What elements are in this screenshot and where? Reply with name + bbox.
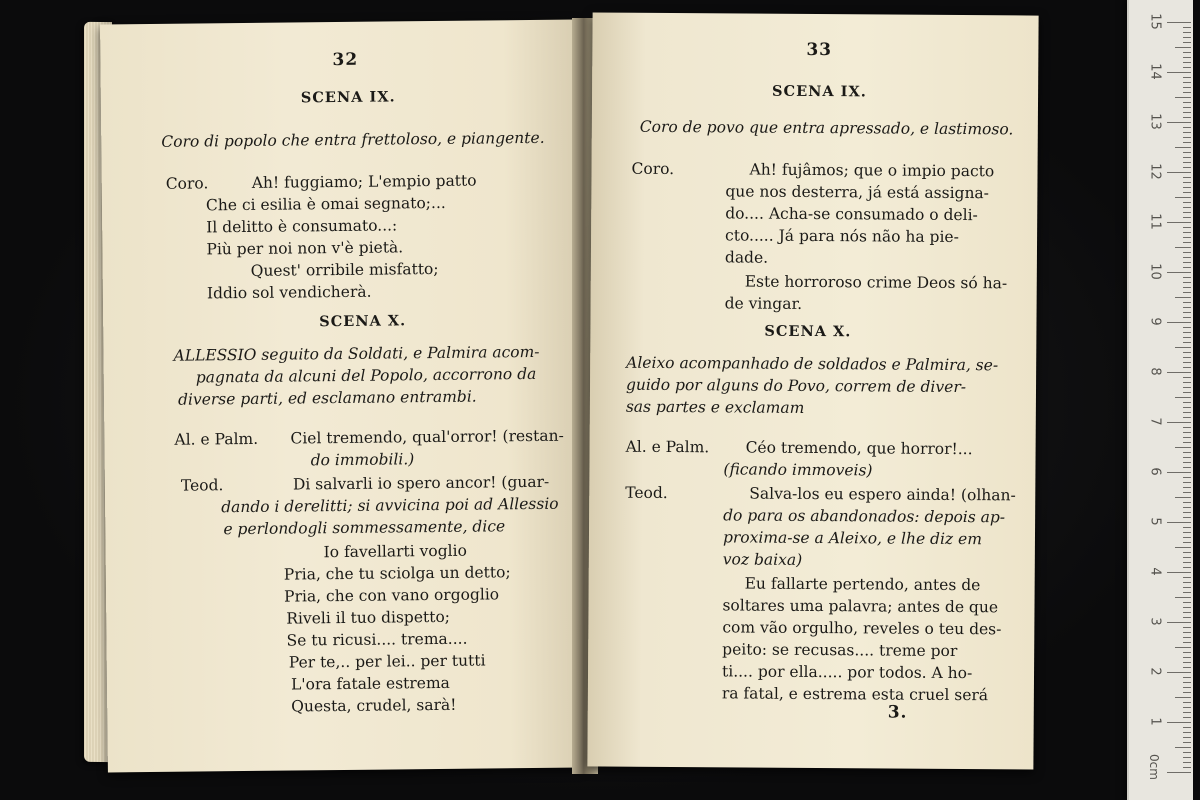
ruler-tick	[1183, 507, 1191, 508]
ruler-tick	[1175, 597, 1191, 598]
ruler-tick	[1183, 727, 1191, 728]
ruler-tick	[1183, 102, 1191, 103]
ruler-tick	[1183, 157, 1191, 158]
ruler-tick	[1183, 432, 1191, 433]
verse-line: Ah! fujâmos; que o impio pacto	[749, 160, 995, 181]
verse-line: do.... Acha-se consumado o deli-	[725, 204, 978, 225]
ruler-tick	[1175, 697, 1191, 698]
stage-direction-line: ALLESSIO seguito da Soldati, e Palmira acom-	[173, 342, 540, 365]
ruler-tick	[1183, 42, 1191, 43]
ruler-tick	[1183, 257, 1191, 258]
ruler-tick	[1183, 77, 1191, 78]
verse-line: Di salvarli io spero ancor! (guar-	[292, 472, 550, 494]
ruler-tick	[1183, 477, 1191, 478]
ruler-tick	[1183, 367, 1191, 368]
verse-line: Riveli il tuo dispetto;	[286, 607, 451, 628]
ruler-tick	[1183, 387, 1191, 388]
verse-line: Il delitto è consumato...:	[206, 216, 398, 237]
stage-direction-line: e perlondogli sommessamente, dice	[223, 517, 506, 539]
ruler-tick	[1183, 382, 1191, 383]
ruler-tick	[1183, 37, 1191, 38]
ruler-tick	[1167, 272, 1191, 273]
ruler-tick	[1175, 747, 1191, 748]
verse-line: soltares uma palavra; antes de que	[722, 596, 999, 617]
ruler-tick	[1183, 87, 1191, 88]
ruler-tick	[1183, 737, 1191, 738]
ruler-tick	[1183, 132, 1191, 133]
ruler-tick	[1183, 262, 1191, 263]
speaker-label: Coro.	[631, 159, 675, 179]
ruler-tick	[1183, 362, 1191, 363]
ruler-tick	[1183, 162, 1191, 163]
ruler-tick	[1183, 742, 1191, 743]
ruler-tick	[1183, 752, 1191, 753]
ruler-tick	[1167, 222, 1191, 223]
ruler-tick	[1175, 347, 1191, 348]
ruler-tick	[1183, 357, 1191, 358]
ruler-tick	[1183, 412, 1191, 413]
ruler-tick	[1183, 327, 1191, 328]
scene-heading: SCENA X.	[319, 312, 407, 331]
ruler-tick	[1183, 587, 1191, 588]
ruler-tick	[1183, 202, 1191, 203]
verse-line: Se tu ricusi.... trema....	[286, 629, 468, 650]
stage-direction-line: proxima-se a Aleixo, e lhe diz em	[722, 528, 982, 549]
ruler-tick	[1183, 557, 1191, 558]
speaker-label: Coro.	[165, 174, 209, 193]
ruler-tick	[1183, 137, 1191, 138]
ruler-tick	[1167, 122, 1191, 123]
verse-line: Quest' orribile misfatto;	[250, 259, 439, 280]
ruler-tick	[1183, 487, 1191, 488]
ruler-tick	[1183, 407, 1191, 408]
ruler-tick	[1183, 152, 1191, 153]
ruler-tick	[1183, 277, 1191, 278]
verse-line: Questa, crudel, sarà!	[291, 695, 457, 716]
verse-line: de vingar.	[724, 294, 803, 313]
verse-line: Este horroroso crime Deos só ha-	[744, 272, 1008, 293]
verse-line: que nos desterra, já está assigna-	[725, 182, 990, 203]
page-number: 33	[806, 39, 833, 61]
ruler-tick	[1183, 687, 1191, 688]
ruler-tick	[1183, 27, 1191, 28]
ruler-tick	[1183, 282, 1191, 283]
stage-direction-line: Aleixo acompanhado de soldados e Palmira, se-	[626, 353, 999, 375]
ruler-tick	[1183, 642, 1191, 643]
ruler-tick	[1183, 207, 1191, 208]
ruler-tick	[1183, 142, 1191, 143]
ruler-tick	[1183, 702, 1191, 703]
ruler-tick	[1183, 217, 1191, 218]
signature-mark: 3.	[887, 702, 908, 723]
ruler-tick	[1183, 252, 1191, 253]
ruler-tick	[1183, 107, 1191, 108]
ruler-tick	[1183, 237, 1191, 238]
ruler-tick	[1183, 127, 1191, 128]
speaker-label: Al. e Palm.	[174, 429, 259, 449]
ruler-tick	[1183, 352, 1191, 353]
ruler-tick	[1183, 482, 1191, 483]
verse-line: Per te,.. per lei.. per tutti	[288, 651, 486, 672]
scene-heading: SCENA IX.	[772, 82, 867, 101]
ruler-tick	[1183, 312, 1191, 313]
ruler-tick	[1183, 577, 1191, 578]
verse-line: Eu fallarte pertendo, antes de	[744, 574, 981, 595]
ruler-tick	[1167, 572, 1191, 573]
stage-direction-line: dando i derelitti; si avvicina poi ad Allessio	[221, 494, 559, 517]
ruler-tick	[1183, 377, 1191, 378]
ruler-tick	[1183, 552, 1191, 553]
ruler-tick	[1183, 502, 1191, 503]
ruler-tick	[1175, 497, 1191, 498]
ruler-tick	[1183, 417, 1191, 418]
ruler-tick	[1183, 442, 1191, 443]
ruler-tick	[1183, 692, 1191, 693]
ruler-tick	[1183, 567, 1191, 568]
ruler-tick	[1183, 667, 1191, 668]
ruler-tick	[1183, 457, 1191, 458]
ruler-tick	[1167, 22, 1191, 23]
verse-line: dade.	[724, 248, 769, 267]
speaker-label: Al. e Palm.	[625, 437, 710, 457]
stage-direction-line: guido por alguns do Povo, correm de diver-	[625, 375, 967, 397]
ruler-tick	[1183, 602, 1191, 603]
ruler-tick	[1183, 562, 1191, 563]
ruler-tick	[1183, 212, 1191, 213]
ruler-tick	[1183, 267, 1191, 268]
ruler-tick	[1183, 637, 1191, 638]
right-page	[587, 12, 1038, 769]
ruler-tick	[1175, 147, 1191, 148]
ruler-tick	[1167, 472, 1191, 473]
ruler-tick	[1183, 492, 1191, 493]
verse-line: ti.... por ella..... por todos. A ho-	[721, 662, 973, 683]
ruler-tick	[1167, 322, 1191, 323]
verse-line: Céo tremendo, que horror!...	[745, 438, 973, 459]
ruler-tick	[1183, 512, 1191, 513]
ruler-tick	[1183, 762, 1191, 763]
ruler-tick	[1175, 47, 1191, 48]
ruler-tick	[1183, 707, 1191, 708]
ruler-tick	[1167, 672, 1191, 673]
ruler-tick	[1183, 767, 1191, 768]
ruler-tick	[1167, 772, 1191, 773]
ruler-tick	[1183, 232, 1191, 233]
ruler-tick	[1183, 467, 1191, 468]
ruler-number: 8	[1147, 367, 1163, 376]
ruler-tick	[1183, 32, 1191, 33]
ruler-tick	[1175, 247, 1191, 248]
ruler-tick	[1183, 187, 1191, 188]
ruler-number: 4	[1147, 567, 1163, 576]
ruler-tick	[1167, 722, 1191, 723]
ruler-tick	[1167, 72, 1191, 73]
stage-direction-line: (ficando immoveis)	[723, 460, 873, 480]
ruler-tick	[1183, 342, 1191, 343]
scene-heading: SCENA IX.	[300, 88, 396, 107]
ruler-tick	[1183, 52, 1191, 53]
ruler-tick	[1183, 537, 1191, 538]
ruler-tick	[1183, 427, 1191, 428]
stage-direction-line: diverse parti, ed esclamano entrambi.	[177, 387, 477, 409]
ruler-tick	[1183, 392, 1191, 393]
ruler-tick	[1183, 662, 1191, 663]
verse-line: Salva-los eu espero ainda! (olhan-	[749, 484, 1016, 505]
speaker-label: Teod.	[180, 476, 224, 495]
verse-line: Più per noi non v'è pietà.	[206, 238, 404, 259]
verse-line: cto..... Já para nós não ha pie-	[725, 226, 959, 247]
ruler-tick	[1183, 462, 1191, 463]
ruler-number: 7	[1147, 417, 1163, 426]
stage-direction-line: Coro di popolo che entra frettoloso, e piangente.	[161, 128, 545, 151]
stage-direction-line: do immobili.)	[310, 450, 415, 470]
ruler-number: 5	[1147, 517, 1163, 526]
ruler-tick	[1183, 627, 1191, 628]
ruler-tick	[1183, 287, 1191, 288]
ruler-tick	[1183, 117, 1191, 118]
verse-line: Che ci esilia è omai segnato;...	[205, 193, 446, 215]
ruler-tick	[1183, 607, 1191, 608]
ruler-number: 3	[1147, 617, 1163, 626]
verse-line: com vão orgulho, reveles o teu des-	[722, 618, 1002, 639]
verse-line: Pria, che con vano orgoglio	[284, 585, 500, 606]
ruler-number: 6	[1147, 467, 1163, 476]
ruler-tick	[1183, 167, 1191, 168]
ruler-tick	[1175, 97, 1191, 98]
verse-line: Io favellarti voglio	[323, 541, 467, 562]
ruler-tick	[1175, 197, 1191, 198]
ruler-number: 2	[1147, 667, 1163, 676]
ruler-number: 14	[1147, 63, 1163, 80]
ruler-tick	[1183, 542, 1191, 543]
verse-line: ra fatal, e estrema esta cruel será	[721, 684, 989, 705]
ruler-tick	[1183, 452, 1191, 453]
ruler-tick	[1183, 192, 1191, 193]
ruler-tick	[1183, 242, 1191, 243]
ruler-number: 15	[1147, 13, 1163, 30]
ruler-tick	[1183, 732, 1191, 733]
ruler-unit-label: 0cm	[1147, 754, 1161, 780]
ruler-tick	[1183, 677, 1191, 678]
ruler-tick	[1167, 422, 1191, 423]
ruler-tick	[1175, 647, 1191, 648]
ruler-tick	[1183, 182, 1191, 183]
ruler-tick	[1183, 582, 1191, 583]
ruler-tick	[1183, 337, 1191, 338]
ruler-number: 9	[1147, 317, 1163, 326]
ruler-tick	[1183, 402, 1191, 403]
ruler-tick	[1183, 332, 1191, 333]
stage-direction-line: Coro de povo que entra apressado, e lastimoso.	[639, 117, 1014, 139]
ruler-tick	[1183, 532, 1191, 533]
verse-line: peito: se recusas.... treme por	[722, 640, 958, 661]
ruler-tick	[1175, 297, 1191, 298]
ruler-tick	[1183, 302, 1191, 303]
ruler-tick	[1183, 617, 1191, 618]
ruler-number: 13	[1147, 113, 1163, 130]
ruler-tick	[1175, 397, 1191, 398]
ruler-tick	[1183, 307, 1191, 308]
ruler-tick	[1183, 57, 1191, 58]
scene-heading: SCENA X.	[764, 322, 852, 341]
ruler-tick	[1183, 112, 1191, 113]
ruler-tick	[1183, 82, 1191, 83]
ruler-tick	[1167, 622, 1191, 623]
ruler-tick	[1183, 67, 1191, 68]
ruler-number: 11	[1147, 213, 1163, 230]
ruler-tick	[1183, 62, 1191, 63]
ruler-tick	[1183, 437, 1191, 438]
ruler-tick	[1183, 292, 1191, 293]
ruler-tick	[1183, 92, 1191, 93]
stage-direction-line: pagnata da alcuni del Popolo, accorrono da	[195, 364, 537, 387]
ruler-tick	[1183, 527, 1191, 528]
measuring-ruler	[1127, 0, 1193, 800]
ruler-tick	[1167, 522, 1191, 523]
ruler-tick	[1183, 712, 1191, 713]
stage-direction-line: do para os abandonados: depois ap-	[723, 506, 1006, 527]
ruler-tick	[1183, 757, 1191, 758]
verse-line: Iddio sol vendicherà.	[206, 282, 372, 303]
ruler-tick	[1183, 227, 1191, 228]
left-page	[100, 20, 582, 773]
ruler-tick	[1183, 612, 1191, 613]
stage-direction-line: sas partes e exclamam	[625, 397, 805, 417]
ruler-tick	[1167, 172, 1191, 173]
ruler-tick	[1167, 372, 1191, 373]
ruler-number: 10	[1147, 263, 1163, 280]
speaker-label: Teod.	[625, 483, 668, 502]
verse-line: Ciel tremendo, qual'orror! (restan-	[290, 426, 564, 448]
ruler-tick	[1183, 517, 1191, 518]
ruler-number: 1	[1147, 717, 1163, 726]
ruler-tick	[1183, 592, 1191, 593]
ruler-tick	[1183, 682, 1191, 683]
ruler-tick	[1183, 177, 1191, 178]
verse-line: Ah! fuggiamo; L'empio patto	[251, 171, 477, 192]
stage-direction-line: voz baixa)	[722, 550, 803, 569]
ruler-number: 12	[1147, 163, 1163, 180]
page-number: 32	[332, 49, 359, 71]
ruler-tick	[1183, 317, 1191, 318]
ruler-tick	[1183, 657, 1191, 658]
verse-line: Pria, che tu sciolga un detto;	[283, 563, 511, 584]
ruler-tick	[1183, 717, 1191, 718]
ruler-tick	[1175, 547, 1191, 548]
ruler-tick	[1183, 652, 1191, 653]
ruler-tick	[1175, 447, 1191, 448]
ruler-tick	[1183, 632, 1191, 633]
verse-line: L'ora fatale estrema	[290, 673, 450, 694]
